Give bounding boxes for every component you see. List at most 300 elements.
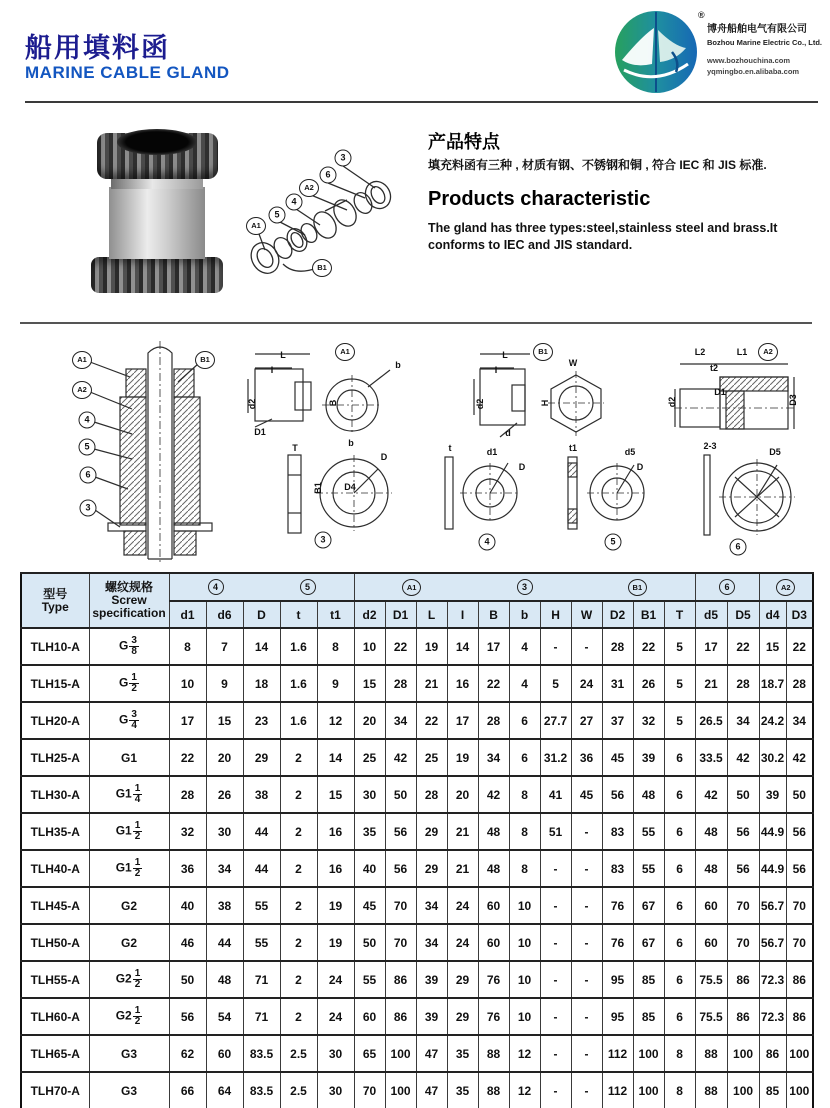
cell-d4: 30.2 (759, 739, 786, 776)
diagram-label-5: 5 (79, 439, 96, 456)
table-row-tlh40-a (21, 850, 813, 887)
table-row-tlh15-a (21, 665, 813, 702)
cell-i: 35 (447, 1035, 478, 1072)
table-row-tlh25-a (21, 739, 813, 776)
group-header-a2 (759, 573, 813, 601)
cell-d5: 42 (695, 776, 727, 813)
cell-type: TLH35-A (21, 813, 89, 850)
cell-b: 76 (478, 961, 509, 998)
cell-d2: 35 (354, 813, 385, 850)
col-header-b1: B1 (633, 601, 664, 628)
cell-t: 2 (280, 887, 317, 924)
cell-b1: 100 (633, 1035, 664, 1072)
diagram-label-6: 6 (730, 539, 747, 556)
diagram-label-d5: D5 (769, 447, 781, 457)
cell-i: 24 (447, 924, 478, 961)
drawing-line-art (20, 337, 812, 569)
cell-h: - (540, 1035, 571, 1072)
cell-d4: 56.7 (759, 887, 786, 924)
cell-d5: 28 (727, 665, 759, 702)
cell-d2: 83 (602, 850, 633, 887)
table-row-tlh65-a (21, 1035, 813, 1072)
diagram-label-d4: D4 (344, 482, 356, 492)
features-heading-zh: 产品特点 (428, 132, 500, 152)
cell-i: 16 (447, 665, 478, 702)
col-header-d6: d6 (206, 601, 243, 628)
cell-t: 2 (280, 739, 317, 776)
cell-d5: 70 (727, 924, 759, 961)
cell-l: 28 (416, 776, 447, 813)
col-header-type: 型号 Type (21, 573, 89, 628)
cell-d2: 25 (354, 739, 385, 776)
cell-h: - (540, 887, 571, 924)
diagram-label-4: 4 (79, 412, 96, 429)
cell-d6: 34 (206, 850, 243, 887)
cell-b: 12 (509, 1072, 540, 1108)
table-row-tlh35-a (21, 813, 813, 850)
cell-t: 2.5 (280, 1035, 317, 1072)
cell-d5: 70 (727, 887, 759, 924)
table-row-tlh60-a (21, 998, 813, 1035)
cell-d4: 72.3 (759, 998, 786, 1035)
diagram-label-l: L (280, 350, 286, 360)
diagram-label-d1: D1 (254, 427, 266, 437)
photo-body (109, 187, 205, 259)
cell-d: 83.5 (243, 1035, 280, 1072)
group-header-a1-3-b1 (354, 573, 695, 601)
col-header-b: b (509, 601, 540, 628)
cell-t: 5 (664, 702, 695, 739)
cell-d3: 28 (786, 665, 813, 702)
company-name-english: Bozhou Marine Electric Co., Ltd. (707, 38, 823, 47)
cell-screw-spec: G2 (89, 887, 169, 924)
cell-d5: 50 (727, 776, 759, 813)
cell-d2: 45 (354, 887, 385, 924)
group-circle-a2: A2 (776, 579, 795, 596)
cell-d4: 44.9 (759, 813, 786, 850)
cell-d: 55 (243, 924, 280, 961)
cell-d5: 88 (695, 1072, 727, 1108)
cell-d5: 42 (727, 739, 759, 776)
cell-d5: 88 (695, 1035, 727, 1072)
cell-h: 27.7 (540, 702, 571, 739)
cell-d1: 56 (385, 850, 416, 887)
cell-w: - (571, 924, 602, 961)
cell-d5: 86 (727, 961, 759, 998)
photo-opening (117, 129, 197, 155)
cell-t: 1.6 (280, 665, 317, 702)
cell-d3: 42 (786, 739, 813, 776)
cell-d4: 39 (759, 776, 786, 813)
cell-t1: 14 (317, 739, 354, 776)
cell-d: 55 (243, 887, 280, 924)
cell-d3: 70 (786, 924, 813, 961)
cell-t: 6 (664, 998, 695, 1035)
cell-d5: 26.5 (695, 702, 727, 739)
cell-b1: 22 (633, 628, 664, 665)
exploded-parts-diagram (225, 140, 420, 290)
cell-d1: 36 (169, 850, 206, 887)
cell-d3: 100 (786, 1035, 813, 1072)
cell-b1: 85 (633, 998, 664, 1035)
cell-d5: 17 (695, 628, 727, 665)
cell-screw-spec: G3 (89, 1035, 169, 1072)
cell-d: 44 (243, 813, 280, 850)
company-website: www.bozhouchina.com (707, 56, 791, 65)
cell-d2: 112 (602, 1072, 633, 1108)
group-circle-a1: A1 (402, 579, 421, 596)
cell-t: 6 (664, 776, 695, 813)
cell-b: 10 (509, 887, 540, 924)
cell-d1: 17 (169, 702, 206, 739)
cell-d6: 20 (206, 739, 243, 776)
cell-b: 88 (478, 1072, 509, 1108)
cell-b: 6 (509, 702, 540, 739)
cell-d1: 86 (385, 998, 416, 1035)
cell-d5: 56 (727, 813, 759, 850)
cell-d1: 50 (169, 961, 206, 998)
diagram-label-d1: D1 (714, 387, 726, 397)
cell-b: 8 (509, 813, 540, 850)
cell-h: 31.2 (540, 739, 571, 776)
spec-table (20, 572, 814, 1108)
cell-w: 36 (571, 739, 602, 776)
cell-d2: 20 (354, 702, 385, 739)
cell-t: 6 (664, 739, 695, 776)
col-header-d: D (243, 601, 280, 628)
cell-b: 10 (509, 998, 540, 1035)
cell-d5: 100 (727, 1035, 759, 1072)
group-circle-3: 3 (517, 579, 533, 595)
diagram-label-l: L (502, 350, 508, 360)
cell-h: - (540, 924, 571, 961)
col-header-l: L (416, 601, 447, 628)
cell-b: 17 (478, 628, 509, 665)
cell-d5: 33.5 (695, 739, 727, 776)
diagram-label-6: 6 (320, 167, 337, 184)
cell-w: - (571, 1035, 602, 1072)
diagram-label-2-3: 2-3 (703, 441, 717, 451)
group-circle-4: 4 (208, 579, 224, 595)
cell-w: - (571, 850, 602, 887)
product-photo (85, 133, 230, 293)
diagram-label-b: b (348, 438, 354, 448)
col-header-d5: d5 (695, 601, 727, 628)
cell-b: 48 (478, 813, 509, 850)
cell-d1: 28 (169, 776, 206, 813)
cell-b1: 55 (633, 850, 664, 887)
cell-t1: 9 (317, 665, 354, 702)
company-alibaba-url: yqmingbo.en.alibaba.com (707, 67, 800, 76)
cell-b: 42 (478, 776, 509, 813)
cell-i: 29 (447, 998, 478, 1035)
cell-d3: 56 (786, 850, 813, 887)
cell-l: 22 (416, 702, 447, 739)
diagram-label-b: B (328, 399, 338, 407)
registered-trademark: ® (698, 10, 705, 20)
cell-b1: 48 (633, 776, 664, 813)
diagram-label-d2: d2 (247, 398, 257, 410)
table-row-tlh55-a (21, 961, 813, 998)
col-header-h: H (540, 601, 571, 628)
cell-d2: 10 (354, 628, 385, 665)
table-row-tlh50-a (21, 924, 813, 961)
cell-h: - (540, 998, 571, 1035)
col-header-screw-spec: 螺纹规格 Screw specification (89, 573, 169, 628)
col-header-t: T (664, 601, 695, 628)
cell-t1: 12 (317, 702, 354, 739)
cell-t: 2 (280, 850, 317, 887)
diagram-label-d2: d2 (667, 396, 677, 408)
cell-d: 38 (243, 776, 280, 813)
cell-i: 21 (447, 813, 478, 850)
cell-d1: 32 (169, 813, 206, 850)
cell-d3: 56 (786, 813, 813, 850)
cell-l: 19 (416, 628, 447, 665)
cell-b: 22 (478, 665, 509, 702)
cell-b1: 67 (633, 924, 664, 961)
cell-d6: 44 (206, 924, 243, 961)
cell-type: TLH30-A (21, 776, 89, 813)
cell-t1: 19 (317, 924, 354, 961)
cell-screw-spec: G2 $\frac{1}{2}$ (89, 961, 169, 998)
cell-d2: 40 (354, 850, 385, 887)
cell-d1: 34 (385, 702, 416, 739)
cell-d6: 38 (206, 887, 243, 924)
cell-t: 5 (664, 665, 695, 702)
cell-d2: 31 (602, 665, 633, 702)
features-body-zh: 填充料函有三种 , 材质有钢、不锈钢和铜 , 符合 IEC 和 JIS 标准. (428, 158, 767, 172)
company-info (707, 24, 827, 77)
cell-d1: 66 (169, 1072, 206, 1108)
cell-d: 44 (243, 850, 280, 887)
diagram-label-d: D (380, 452, 388, 462)
cell-i: 24 (447, 887, 478, 924)
diagram-label-d1: d1 (486, 447, 498, 457)
cell-d1: 56 (169, 998, 206, 1035)
cell-type: TLH40-A (21, 850, 89, 887)
cell-d2: 112 (602, 1035, 633, 1072)
cell-d5: 34 (727, 702, 759, 739)
cell-t1: 16 (317, 850, 354, 887)
table-group-header-row (21, 573, 813, 601)
diagram-label-a2: A2 (72, 381, 92, 399)
diagram-label-a2: A2 (758, 343, 778, 361)
cell-type: TLH65-A (21, 1035, 89, 1072)
diagram-label-a2: A2 (299, 179, 319, 197)
cell-b: 12 (509, 1035, 540, 1072)
diagram-label-b1: B1 (312, 259, 332, 277)
cell-t: 6 (664, 850, 695, 887)
cell-d1: 62 (169, 1035, 206, 1072)
cell-i: 17 (447, 702, 478, 739)
cell-t: 2 (280, 961, 317, 998)
cell-t: 8 (664, 1072, 695, 1108)
cell-t: 1.6 (280, 628, 317, 665)
cell-d2: 30 (354, 776, 385, 813)
cell-d6: 64 (206, 1072, 243, 1108)
col-header-d4: d4 (759, 601, 786, 628)
cell-w: - (571, 961, 602, 998)
section-divider (20, 322, 812, 324)
cell-type: TLH60-A (21, 998, 89, 1035)
cell-h: - (540, 961, 571, 998)
cell-d4: 72.3 (759, 961, 786, 998)
group-circle-b1: B1 (628, 579, 647, 596)
cell-d1: 22 (169, 739, 206, 776)
cell-t1: 24 (317, 961, 354, 998)
cell-screw-spec: G $\frac{1}{2}$ (89, 665, 169, 702)
cell-d3: 22 (786, 628, 813, 665)
col-header-t1: t1 (317, 601, 354, 628)
cell-d5: 48 (695, 813, 727, 850)
col-header-d2: D2 (602, 601, 633, 628)
cell-d2: 55 (354, 961, 385, 998)
cell-d1: 40 (169, 887, 206, 924)
cell-b1: 67 (633, 887, 664, 924)
cell-b: 88 (478, 1035, 509, 1072)
cell-w: 45 (571, 776, 602, 813)
group-circle-6: 6 (719, 579, 735, 595)
features-heading-en: Products characteristic (428, 188, 651, 210)
cell-w: - (571, 998, 602, 1035)
diagram-label-d: D (636, 462, 644, 472)
cell-h: 51 (540, 813, 571, 850)
cell-d2: 76 (602, 924, 633, 961)
cell-l: 29 (416, 850, 447, 887)
cell-l: 47 (416, 1072, 447, 1108)
cell-h: 5 (540, 665, 571, 702)
cell-type: TLH45-A (21, 887, 89, 924)
cell-screw-spec: G3 (89, 1072, 169, 1108)
cell-d2: 50 (354, 924, 385, 961)
cell-i: 21 (447, 850, 478, 887)
cell-w: 27 (571, 702, 602, 739)
company-logo (612, 8, 702, 96)
cell-t1: 15 (317, 776, 354, 813)
cell-t1: 8 (317, 628, 354, 665)
cell-d2: 76 (602, 887, 633, 924)
table-row-tlh20-a (21, 702, 813, 739)
cell-b: 34 (478, 739, 509, 776)
cell-d5: 75.5 (695, 998, 727, 1035)
cell-screw-spec: G1 $\frac{1}{4}$ (89, 776, 169, 813)
cell-b: 4 (509, 628, 540, 665)
cell-d3: 100 (786, 1072, 813, 1108)
cell-b: 8 (509, 776, 540, 813)
cell-b1: 26 (633, 665, 664, 702)
group-header-6 (695, 573, 759, 601)
cell-type: TLH70-A (21, 1072, 89, 1108)
cell-d1: 70 (385, 924, 416, 961)
cell-d2: 95 (602, 998, 633, 1035)
photo-bottom-ring (91, 257, 223, 293)
cell-b: 10 (509, 924, 540, 961)
cell-t: 2 (280, 776, 317, 813)
cell-t1: 19 (317, 887, 354, 924)
cell-b1: 85 (633, 961, 664, 998)
cell-t: 2 (280, 924, 317, 961)
col-header-d3: D3 (786, 601, 813, 628)
cell-d2: 28 (602, 628, 633, 665)
cell-d5: 100 (727, 1072, 759, 1108)
cell-d: 14 (243, 628, 280, 665)
col-header-t: t (280, 601, 317, 628)
cell-d4: 15 (759, 628, 786, 665)
diagram-label-d5: d5 (624, 447, 636, 457)
cell-d2: 70 (354, 1072, 385, 1108)
cell-type: TLH50-A (21, 924, 89, 961)
cell-d5: 56 (727, 850, 759, 887)
cell-l: 29 (416, 813, 447, 850)
cell-t: 5 (664, 628, 695, 665)
cell-d1: 28 (385, 665, 416, 702)
cell-d6: 9 (206, 665, 243, 702)
cell-d3: 70 (786, 887, 813, 924)
group-header-4-5 (169, 573, 354, 601)
cell-d2: 83 (602, 813, 633, 850)
features-body-en: The gland has three types:steel,stainless steel and brass.It conforms to IEC and JIS standard. (428, 221, 778, 252)
diagram-label-l2: L2 (694, 347, 706, 357)
cell-d6: 54 (206, 998, 243, 1035)
table-row-tlh70-a (21, 1072, 813, 1108)
cell-type: TLH15-A (21, 665, 89, 702)
diagram-label-d: d (505, 428, 511, 438)
cell-t: 1.6 (280, 702, 317, 739)
cell-b1: 55 (633, 813, 664, 850)
col-header-d1: D1 (385, 601, 416, 628)
cell-d: 71 (243, 961, 280, 998)
cell-i: 20 (447, 776, 478, 813)
cell-b1: 39 (633, 739, 664, 776)
cell-t1: 16 (317, 813, 354, 850)
cell-d3: 34 (786, 702, 813, 739)
cell-d4: 86 (759, 1035, 786, 1072)
cell-d: 29 (243, 739, 280, 776)
cell-h: - (540, 850, 571, 887)
cell-b: 28 (478, 702, 509, 739)
cell-screw-spec: G1 (89, 739, 169, 776)
diagram-label-w: W (568, 358, 578, 368)
diagram-label-4: 4 (479, 534, 496, 551)
cell-d1: 56 (385, 813, 416, 850)
cell-h: 41 (540, 776, 571, 813)
diagram-label-d3: D3 (788, 394, 798, 406)
cell-d5: 75.5 (695, 961, 727, 998)
cell-l: 25 (416, 739, 447, 776)
cell-d2: 60 (354, 998, 385, 1035)
cell-screw-spec: G2 $\frac{1}{2}$ (89, 998, 169, 1035)
col-header-i: I (447, 601, 478, 628)
cell-t1: 30 (317, 1035, 354, 1072)
cell-t: 6 (664, 813, 695, 850)
cell-w: - (571, 1072, 602, 1108)
cell-d3: 50 (786, 776, 813, 813)
page-title-chinese: 船用填料函 (25, 33, 170, 63)
cell-b: 8 (509, 850, 540, 887)
diagram-label-5: 5 (605, 534, 622, 551)
cell-b: 10 (509, 961, 540, 998)
cell-d1: 10 (169, 665, 206, 702)
company-name-chinese: 博舟船舶电气有限公司 (707, 24, 807, 35)
cell-d4: 85 (759, 1072, 786, 1108)
cell-h: - (540, 628, 571, 665)
col-header-w: W (571, 601, 602, 628)
diagram-label-i: I (494, 365, 498, 375)
diagram-label-4: 4 (286, 194, 303, 211)
diagram-label-d: D (518, 462, 526, 472)
col-header-d5: D5 (727, 601, 759, 628)
